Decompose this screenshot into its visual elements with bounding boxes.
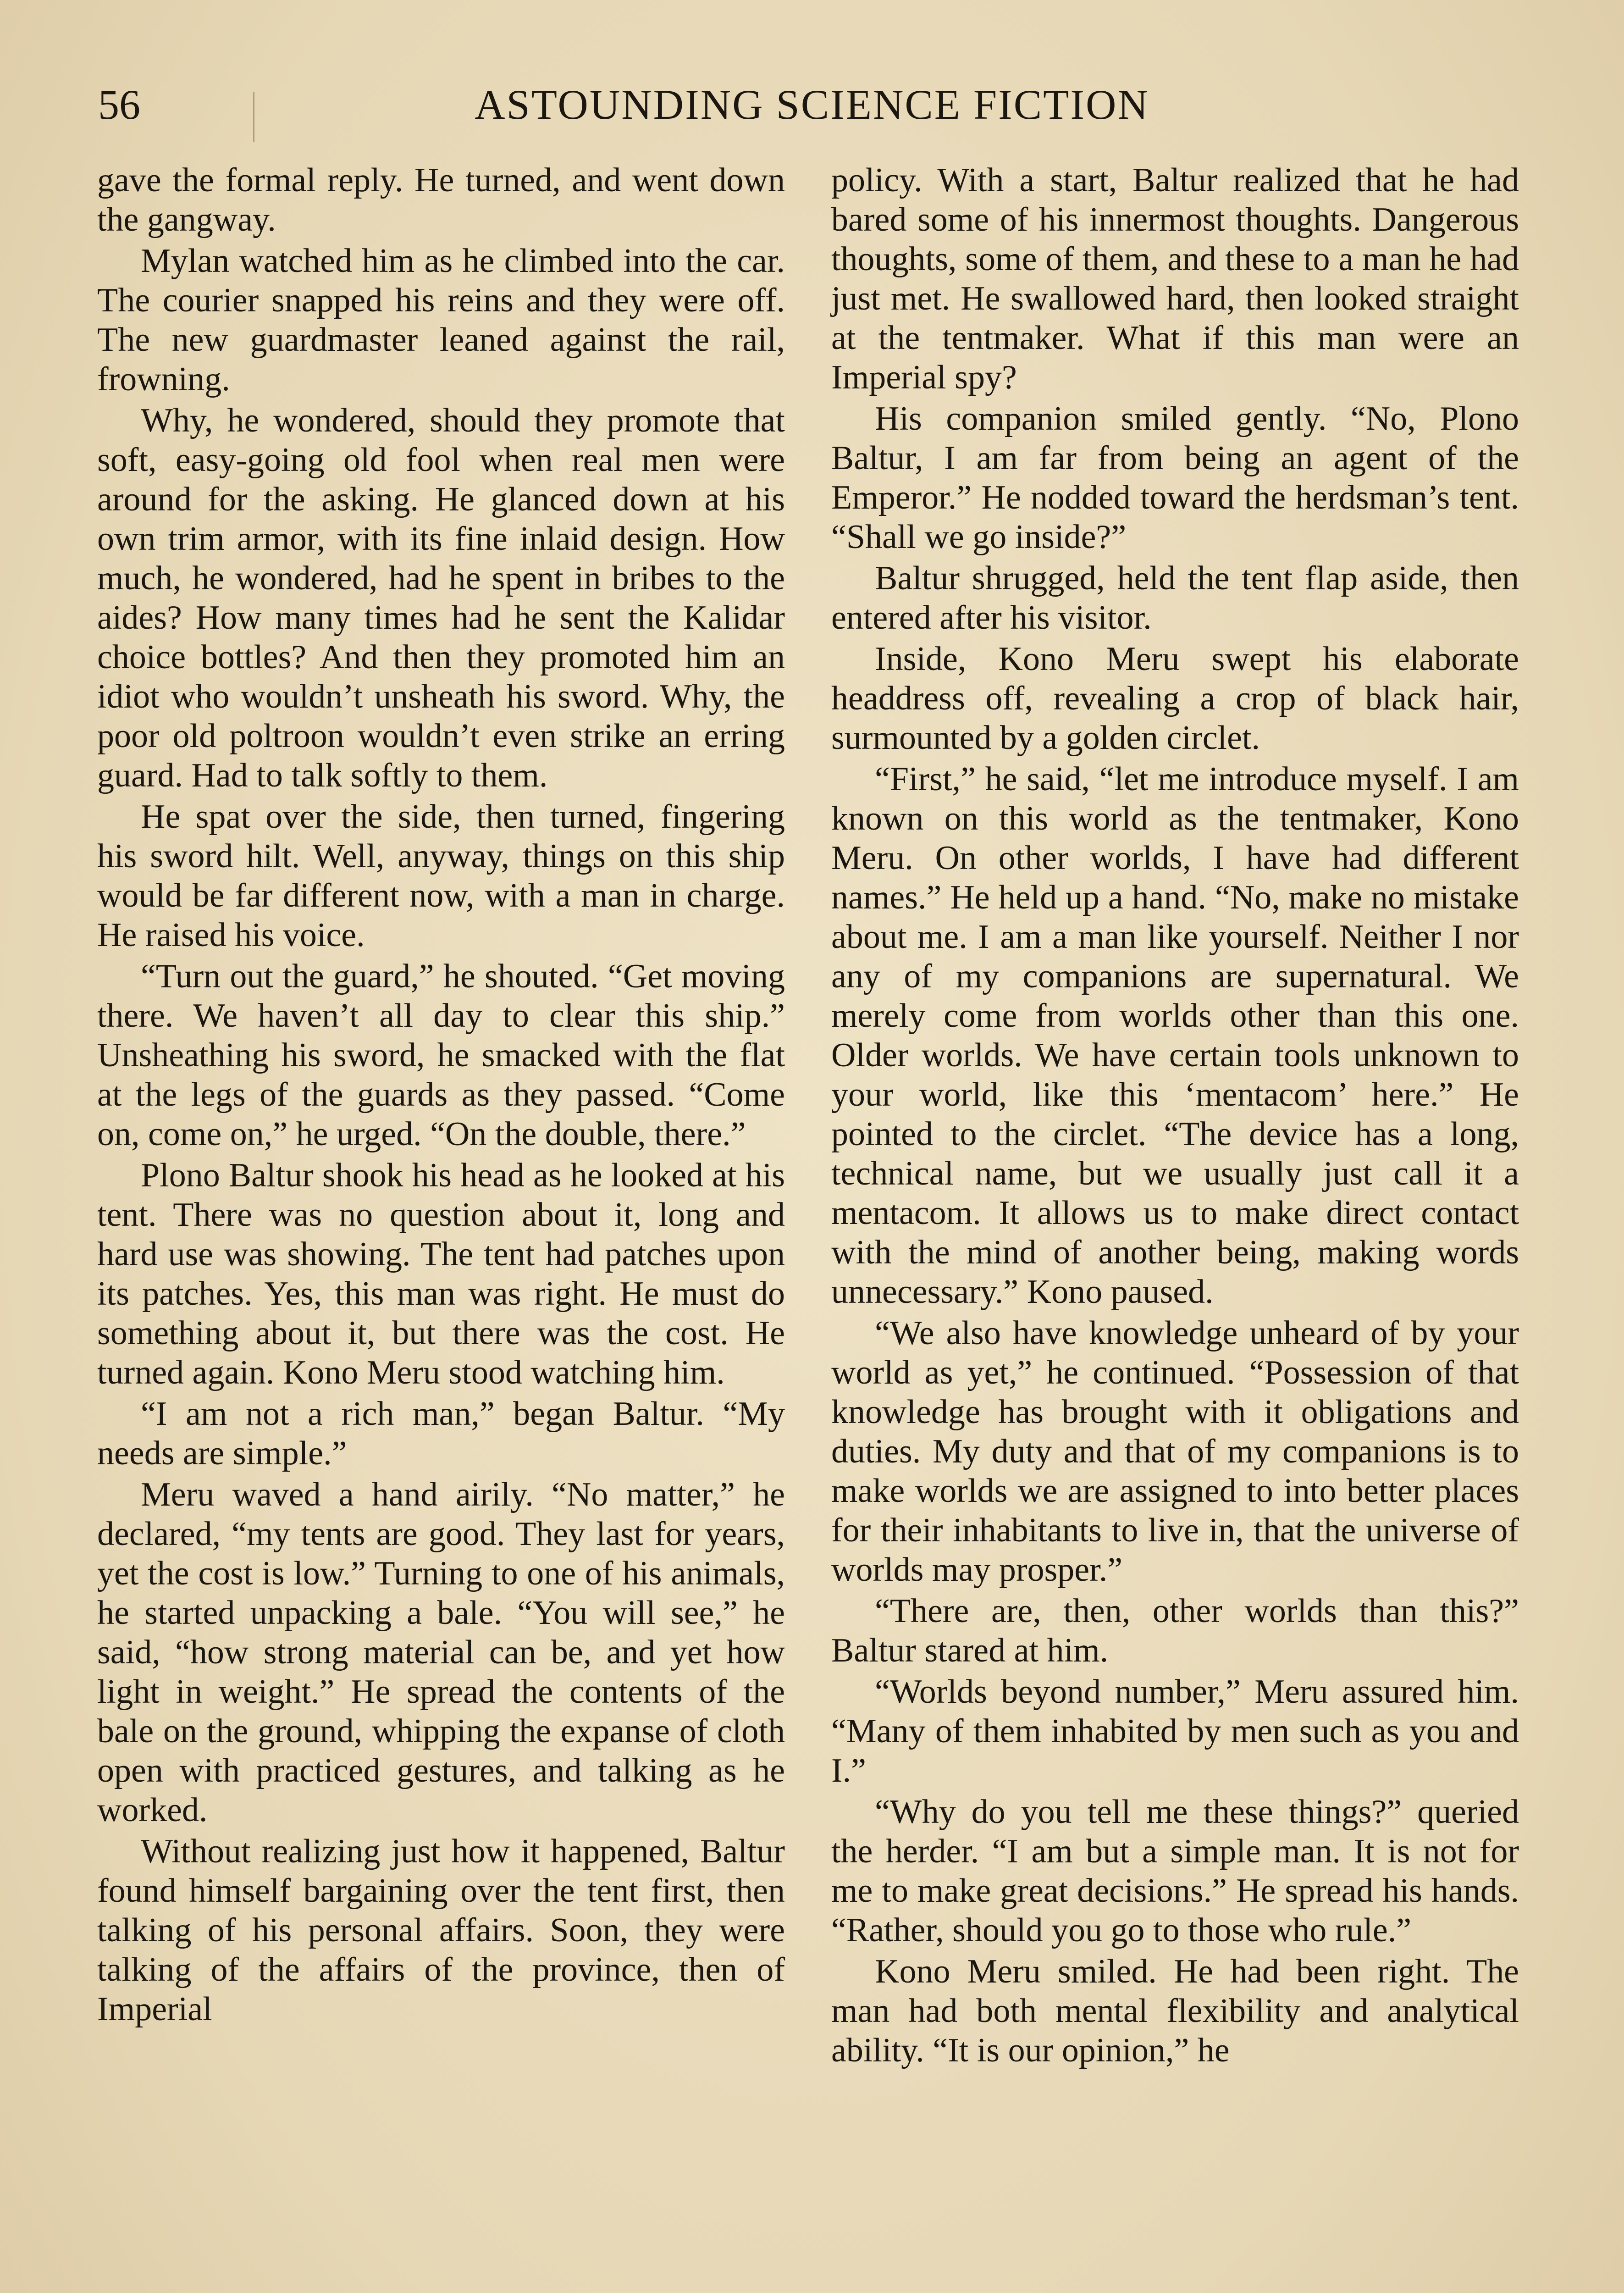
paragraph: Meru waved a hand airily. “No matter,” he declared, “my tents are good. They last for years, yet the cost is low.” Turning to one of his animals, he started unpacking a bale. “You will see,” he said, “how strong material can be, and yet how light in weight.” He spread the contents of the bale on the ground, whipping the expanse of cloth open with practiced gestures, and talking as he worked.: [97, 1476, 785, 1829]
paragraph: Without realizing just how it happened, Baltur found himself bargaining over the tent first, then talking of his personal affairs. Soon, they were talking of the affairs of the province, then of Imperial: [97, 1833, 785, 2028]
paragraph: “Turn out the guard,” he shouted. “Get moving there. We haven’t all day to clear this ship.” Unsheathing his sword, he smacked with the flat at the legs of the guards as they passed. “Come on, come on,” he urged. “On the double, there.”: [97, 958, 785, 1153]
paragraph: Why, he wondered, should they promote that soft, easy-going old fool when real men were around for the asking. He glanced down at his own trim armor, with its fine inlaid design. How much, he wondered, had he spent in bribes to the aides? How many times had he sent the Kalidar choice bottles? And then they promoted him an idiot who wouldn’t unsheath his sword. Why, the poor old poltroon wouldn’t even strike an erring guard. Had to talk softly to them.: [97, 402, 785, 794]
paragraph: “There are, then, other worlds than this?” Baltur stared at him.: [831, 1592, 1519, 1669]
left-column: [97, 161, 785, 2031]
paragraph: He spat over the side, then turned, fingering his sword hilt. Well, anyway, things on this ship would be far different now, with a man in charge. He raised his voice.: [97, 798, 785, 954]
paragraph: “I am not a rich man,” began Baltur. “My needs are simple.”: [97, 1395, 785, 1472]
paragraph: “Worlds beyond number,” Meru assured him. “Many of them inhabited by men such as you and I.”: [831, 1673, 1519, 1789]
paragraph: “First,” he said, “let me introduce myself. I am known on this world as the tentmaker, Kono Meru. On other worlds, I have had different names.” He held up a hand. “No, make no mistake about me. I am a man like yourself. Neither I nor any of my companions are supernatural. We merely come from worlds other than this one. Older worlds. We have certain tools unknown to your world, like this ‘mentacom’ here.” He pointed to the circlet. “The device has a long, technical name, but we usually just call it a mentacom. It allows us to make direct contact with the mind of another being, making words unnecessary.” Kono paused.: [831, 760, 1519, 1311]
paragraph: Inside, Kono Meru swept his elaborate headdress off, revealing a crop of black hair, surmounted by a golden circlet.: [831, 640, 1519, 757]
paragraph: Baltur shrugged, held the tent flap aside, then entered after his visitor.: [831, 559, 1519, 637]
paragraph: “We also have knowledge unheard of by your world as yet,” he continued. “Possession of that knowledge has brought with it obligations and duties. My duty and that of my companions is to make worlds we are assigned to into better places for their inhabitants to live in, that the universe of worlds may prosper.”: [831, 1314, 1519, 1589]
page-number: 56: [98, 81, 140, 128]
paragraph: policy. With a start, Baltur realized that he had bared some of his innermost thoughts. Dangerous thoughts, some of them, and these to a man he had just met. He swallowed hard, then looked straight at the tentmaker. What if this man were an Imperial spy?: [831, 161, 1519, 396]
paragraph: Plono Baltur shook his head as he looked at his tent. There was no question about it, long and hard use was showing. The tent had patches upon its patches. Yes, this man was right. He must do something about it, but there was the cost. He turned again. Kono Meru stood watching him.: [97, 1157, 785, 1391]
paragraph: Kono Meru smiled. He had been right. The man had both mental flexibility and analytical ability. “It is our opinion,” he: [831, 1953, 1519, 2069]
paragraph: Mylan watched him as he climbed into the car. The courier snapped his reins and they were off. The new guardmaster leaned against the rail, frowning.: [97, 242, 785, 398]
right-column: [831, 161, 1519, 2072]
paragraph: gave the formal reply. He turned, and went down the gangway.: [97, 161, 785, 238]
paragraph: His companion smiled gently. “No, Plono Baltur, I am far from being an agent of the Emperor.” He nodded toward the herdsman’s tent. “Shall we go inside?”: [831, 400, 1519, 556]
paragraph: “Why do you tell me these things?” queried the herder. “I am but a simple man. It is not for me to make great decisions.” He spread his hands. “Rather, should you go to those who rule.”: [831, 1793, 1519, 1949]
running-head: ASTOUNDING SCIENCE FICTION: [475, 81, 1149, 128]
